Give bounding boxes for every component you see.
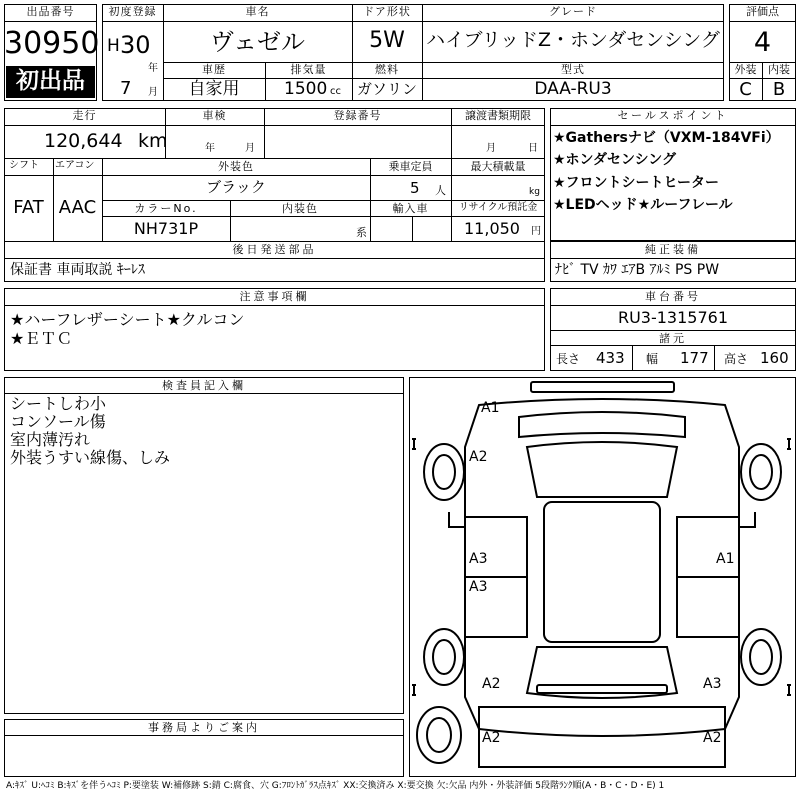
notes-line-1: ★ハーフレザーシート★クルコン [10, 310, 245, 329]
color-no: NH731P [133, 219, 199, 238]
model: DAA-RU3 [534, 79, 612, 99]
office-label: 事務局よりご案内 [148, 721, 260, 734]
inspector-line-4: 外装うすい線傷、しみ [10, 448, 171, 467]
inspection-label: 車検 [202, 109, 227, 122]
inspector-line-3: 室内薄汚れ [10, 430, 91, 449]
later-parts-label: 後日発送部品 [232, 243, 317, 256]
lot-number: 30950 [4, 26, 100, 61]
int-label: 内装 [768, 63, 790, 76]
inspector-line-2: コンソール傷 [10, 412, 106, 431]
damage-mark-left-door-rear: A3 [469, 579, 488, 595]
reg-month: 7 [120, 78, 132, 99]
transfer-label: 譲渡書類期限 [465, 109, 531, 122]
reg-no-label: 登録番号 [333, 109, 382, 122]
reg-year-unit: 年 [148, 63, 158, 74]
displacement-label: 排気量 [290, 63, 327, 76]
ac: AAC [58, 197, 97, 218]
recycle-fee: 11,050 [464, 219, 520, 238]
score: 4 [753, 27, 772, 58]
color-no-label: カラーNo. [134, 202, 198, 215]
inspector-label: 検査員記入欄 [162, 379, 246, 392]
width-label: 幅 [646, 352, 659, 366]
ac-label: エアコン [55, 160, 95, 171]
length: 433 [596, 349, 625, 367]
ext-grade: C [739, 79, 752, 100]
sales-point-3: ★フロントシートヒーター [553, 175, 719, 191]
capacity: 5 [410, 179, 420, 197]
load-label: 最大積載量 [470, 160, 526, 173]
int-color-kei: 系 [356, 226, 367, 239]
car-name: ヴェゼル [209, 28, 306, 56]
transfer-month-unit: 月 [486, 143, 496, 154]
height: 160 [760, 349, 789, 367]
int-color-label: 内装色 [282, 202, 318, 215]
lot-label: 出品番号 [26, 5, 75, 18]
transfer-day: 日 [528, 143, 538, 154]
displacement: 1500 [284, 79, 328, 99]
sales-point-4: ★LEDヘッド★ルーフレール [553, 197, 733, 213]
damage-mark-front-fender: A2 [469, 449, 488, 465]
color-label: 外装色 [218, 160, 254, 173]
chassis-label: 車台番号 [645, 290, 701, 303]
length-label: 長さ [556, 352, 581, 366]
damage-mark-rear-right: A3 [703, 676, 722, 692]
cc-unit: cc [330, 86, 341, 97]
mileage: 120,644 [44, 130, 123, 152]
recycle-label: リサイクル預託金 [458, 202, 538, 213]
car-diagram-svg [409, 377, 796, 777]
equipment-label: 純正装備 [645, 243, 701, 256]
damage-mark-bumper-right: A2 [703, 730, 722, 746]
sales-point-2: ★ホンダセンシング [553, 152, 677, 168]
import-label: 輸入車 [392, 202, 429, 215]
mileage-unit: km [138, 130, 168, 152]
load-unit: kg [529, 187, 540, 197]
grade-label: グレード [549, 5, 597, 18]
reg-month-unit: 月 [148, 87, 158, 98]
inspection-year-unit: 年 [205, 143, 215, 154]
capacity-label: 乗車定員 [388, 160, 433, 173]
damage-mark-bumper-left: A2 [482, 730, 501, 746]
equipment: ﾅﾋﾞ TV ｶﾜ ｴｱB ｱﾙﾐ PS PW [555, 262, 720, 278]
notes-label: 注意事項欄 [239, 290, 310, 303]
int-grade: B [772, 79, 786, 100]
later-parts: 保証書 車両取説 ｷｰﾚｽ [10, 262, 145, 278]
reg-year: 30 [120, 31, 151, 59]
notes-line-2: ★ＥＴＣ [10, 329, 73, 348]
history: 自家用 [188, 79, 240, 99]
shift: FAT [13, 197, 44, 218]
inspector-line-1: シートしわ小 [10, 394, 107, 413]
fuel: ガソリン [356, 80, 417, 98]
shift-label: シフト [9, 160, 39, 171]
era: H [107, 36, 120, 56]
damage-mark-right-door: A1 [716, 551, 735, 567]
damage-mark-left-door-front: A3 [469, 551, 488, 567]
sales-point-1: ★Gathersナビ（VXM-184VFi） [553, 130, 780, 146]
model-label: 型式 [561, 63, 585, 76]
door-label: ドア形状 [363, 5, 411, 18]
history-label: 車歴 [202, 63, 226, 76]
grade: ハイブリッドZ・ホンダセンシング [426, 29, 720, 51]
width: 177 [680, 349, 709, 367]
mileage-label: 走行 [72, 109, 97, 122]
name-label: 車名 [245, 5, 270, 18]
inspection-month-unit: 月 [245, 143, 255, 154]
sales-points-label: セールスポイント [617, 109, 729, 122]
yen-unit: 円 [531, 226, 541, 237]
capacity-unit: 人 [435, 184, 446, 197]
damage-mark-rear-left: A2 [482, 676, 501, 692]
fuel-label: 燃料 [375, 63, 399, 76]
score-label: 評価点 [746, 5, 779, 18]
reg-label: 初度登録 [108, 5, 157, 18]
first-listing-badge-label: 初出品 [16, 68, 85, 94]
spec-label: 諸元 [659, 332, 687, 345]
chassis-number: RU3-1315761 [617, 308, 729, 327]
color: ブラック [206, 178, 266, 196]
damage-mark-front-left: A1 [481, 400, 500, 416]
height-label: 高さ [724, 352, 749, 366]
legend: A:ｷｽﾞ U:ﾍｺﾐ B:ｷｽﾞを伴うﾍｺﾐ P:要塗装 W:補修跡 S:錆 C:腐食、穴 G:ﾌﾛﾝﾄｶﾞﾗｽ点ｷｽﾞ XX:交換済み X:要交換 欠:欠品 内外・外装評価 5段階ﾗﾝｸ順(A・B・C・D・E) 1 [6, 781, 665, 791]
ext-label: 外装 [734, 63, 757, 76]
door-type: 5W [369, 28, 405, 53]
